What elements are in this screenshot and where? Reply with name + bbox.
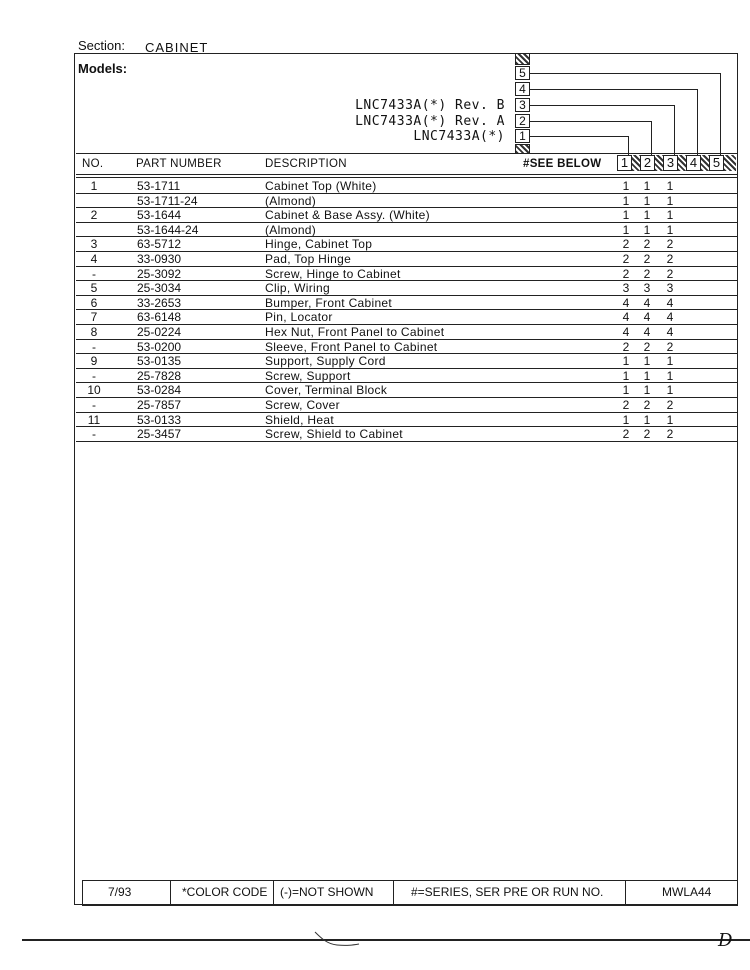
row-part-number: 53-1644 [137,208,182,223]
model-col-header-1: 1 [617,155,632,171]
col-hatch-5 [724,155,736,171]
row-item-number: 2 [90,208,98,223]
row-qty-model-2: 1 [643,354,651,369]
model-line-rev-b: LNC7433A(*) Rev. B [355,98,505,113]
row-qty-model-1: 1 [622,208,630,223]
table-row [76,194,738,209]
footer-divider [625,881,626,905]
row-part-number: 53-1644-24 [137,222,199,237]
row-qty-model-1: 1 [622,193,630,208]
row-qty-model-3: 1 [666,222,674,237]
row-item-number: 1 [90,179,98,193]
row-item-number: 6 [90,295,98,310]
row-description: Support, Supply Cord [265,354,386,369]
row-qty-model-2: 1 [643,193,651,208]
row-qty-model-3: 2 [666,252,674,266]
row-qty-model-3: 1 [666,383,674,398]
model-col-header-5: 5 [709,155,724,171]
row-part-number: 53-1711-24 [137,193,198,208]
row-qty-model-1: 1 [622,412,630,427]
header-bottom-rule-double [76,177,738,178]
col-hatch-3 [678,155,686,171]
table-row [76,208,738,223]
model-box-3: 3 [515,98,530,112]
row-qty-model-3: 2 [666,427,674,442]
table-row [76,369,738,384]
table-row [76,281,738,296]
row-qty-model-3: 1 [666,368,674,383]
footer-page-code: MWLA44 [662,885,712,899]
model-box-4: 4 [515,82,530,96]
models-label: Models: [78,61,128,76]
row-item-number: 7 [90,310,98,325]
pen-mark [313,928,363,948]
row-qty-model-1: 4 [622,310,630,325]
row-description: Screw, Support [265,368,351,383]
table-row [76,427,738,442]
model-col-header-3: 3 [663,155,678,171]
row-part-number: 25-0224 [137,325,182,339]
row-qty-model-2: 1 [643,412,651,427]
row-item-number: 9 [90,354,98,369]
bracket-drop-4 [697,89,698,156]
row-qty-model-2: 1 [643,208,651,223]
row-qty-model-1: 2 [622,252,630,266]
column-header-part-number: PART NUMBER [136,158,222,170]
row-qty-model-2: 4 [643,325,651,339]
page-bottom-rule [22,939,750,941]
row-description: Bumper, Front Cabinet [265,295,393,310]
bracket-line-2 [530,121,652,122]
row-qty-model-2: 4 [643,310,651,325]
row-qty-model-2: 1 [643,222,651,237]
table-row [76,296,738,311]
column-header-no: NO. [82,158,104,170]
row-qty-model-3: 1 [666,179,674,193]
header-bottom-rule [76,174,738,175]
row-qty-model-1: 2 [622,339,630,354]
column-header-see-below: #SEE BELOW [523,158,602,170]
row-qty-model-3: 4 [666,295,674,310]
table-row [76,223,738,238]
footer-divider [273,881,274,905]
table-row [76,354,738,369]
row-qty-model-2: 1 [643,383,651,398]
row-description: Cabinet Top (White) [265,179,377,193]
row-description: Pad, Top Hinge [265,252,352,266]
footer-divider [170,881,171,905]
row-part-number: 33-2653 [137,295,182,310]
row-qty-model-3: 2 [666,237,674,252]
footer-color-code: *COLOR CODE [182,885,268,899]
table-row [76,413,738,428]
row-qty-model-3: 1 [666,412,674,427]
row-part-number: 63-5712 [137,237,182,252]
row-qty-model-1: 3 [622,281,630,296]
footer-bar [82,880,738,906]
row-description: Screw, Shield to Cabinet [265,427,403,442]
row-qty-model-3: 2 [666,266,674,281]
bracket-line-5 [530,73,721,74]
table-row [76,310,738,325]
row-item-number: - [92,266,96,281]
table-row [76,267,738,282]
row-part-number: 25-3034 [137,281,182,296]
row-item-number: 10 [87,383,101,398]
bracket-line-3 [530,105,675,106]
row-item-number: 11 [87,412,101,427]
table-row [76,383,738,398]
row-qty-model-1: 1 [622,383,630,398]
row-qty-model-1: 1 [622,368,630,383]
row-qty-model-2: 1 [643,368,651,383]
row-part-number: 33-0930 [137,252,182,266]
table-row [76,340,738,355]
model-box-2: 2 [515,114,530,128]
row-qty-model-3: 3 [666,281,674,296]
row-part-number: 53-0284 [137,383,182,398]
row-qty-model-2: 2 [643,339,651,354]
handwritten-initials: D [718,930,733,951]
footer-series-note: #=SERIES, SER PRE OR RUN NO. [411,885,604,899]
row-description: Pin, Locator [265,310,333,325]
row-part-number: 53-0133 [137,412,182,427]
table-row [76,398,738,413]
footer-not-shown: (-)=NOT SHOWN [280,885,374,899]
row-qty-model-1: 2 [622,237,630,252]
row-item-number: - [92,398,96,412]
model-box-1: 1 [515,129,530,143]
row-qty-model-2: 2 [643,237,651,252]
row-part-number: 25-3092 [137,266,182,281]
row-item-number: 5 [90,281,98,296]
bracket-line-4 [530,89,698,90]
row-description: Clip, Wiring [265,281,330,296]
row-part-number: 53-0135 [137,354,182,369]
row-part-number: 25-7857 [137,398,182,412]
row-part-number: 53-1711 [137,179,181,193]
row-qty-model-1: 1 [622,179,630,193]
col-hatch-4 [701,155,709,171]
row-description: Shield, Heat [265,412,334,427]
row-qty-model-2: 2 [643,266,651,281]
row-qty-model-2: 4 [643,295,651,310]
hatch-block-top [515,53,530,65]
row-qty-model-3: 4 [666,310,674,325]
row-description: Screw, Cover [265,398,340,412]
row-qty-model-1: 4 [622,295,630,310]
row-description: (Almond) [265,193,317,208]
row-qty-model-3: 2 [666,398,674,412]
model-line-base: LNC7433A(*) [413,129,505,144]
table-row [76,252,738,267]
row-qty-model-1: 1 [622,222,630,237]
footer-date: 7/93 [108,885,132,899]
row-description: Cover, Terminal Block [265,383,388,398]
row-item-number: - [92,427,96,442]
row-part-number: 25-3457 [137,427,182,442]
model-col-header-2: 2 [640,155,655,171]
row-description: Cabinet & Base Assy. (White) [265,208,430,223]
model-col-header-4: 4 [686,155,701,171]
table-row [76,237,738,252]
row-part-number: 63-6148 [137,310,182,325]
row-qty-model-1: 4 [622,325,630,339]
bracket-drop-3 [674,105,675,156]
row-item-number: 4 [90,252,98,266]
header-top-rule [76,153,738,154]
footer-divider [393,881,394,905]
section-label: Section: [78,38,125,53]
row-qty-model-1: 1 [622,354,630,369]
row-part-number: 53-0200 [137,339,182,354]
model-line-rev-a: LNC7433A(*) Rev. A [355,114,505,129]
row-underline [76,441,738,442]
row-qty-model-3: 4 [666,325,674,339]
row-description: Screw, Hinge to Cabinet [265,266,401,281]
table-row [76,325,738,340]
row-description: Hex Nut, Front Panel to Cabinet [265,325,445,339]
row-qty-model-2: 1 [643,179,651,193]
row-qty-model-1: 2 [622,398,630,412]
model-box-5: 5 [515,66,530,80]
row-description: (Almond) [265,222,317,237]
row-qty-model-3: 1 [666,193,674,208]
row-qty-model-1: 2 [622,266,630,281]
bracket-drop-5 [720,73,721,156]
column-header-description: DESCRIPTION [265,158,347,170]
row-item-number: - [92,339,96,354]
row-part-number: 25-7828 [137,368,182,383]
row-qty-model-2: 2 [643,398,651,412]
row-qty-model-2: 3 [643,281,651,296]
row-qty-model-2: 2 [643,252,651,266]
bracket-drop-2 [651,121,652,156]
row-qty-model-2: 2 [643,427,651,442]
section-value: CABINET [145,40,209,55]
col-hatch-2 [655,155,663,171]
row-qty-model-3: 1 [666,354,674,369]
bracket-line-1 [530,136,629,137]
row-qty-model-3: 2 [666,339,674,354]
row-qty-model-3: 1 [666,208,674,223]
table-row [76,179,738,194]
row-item-number: 8 [90,325,98,339]
row-item-number: 3 [90,237,98,252]
col-hatch-1 [632,155,640,171]
row-item-number: - [92,368,96,383]
row-description: Hinge, Cabinet Top [265,237,373,252]
row-qty-model-1: 2 [622,427,630,442]
row-description: Sleeve, Front Panel to Cabinet [265,339,438,354]
